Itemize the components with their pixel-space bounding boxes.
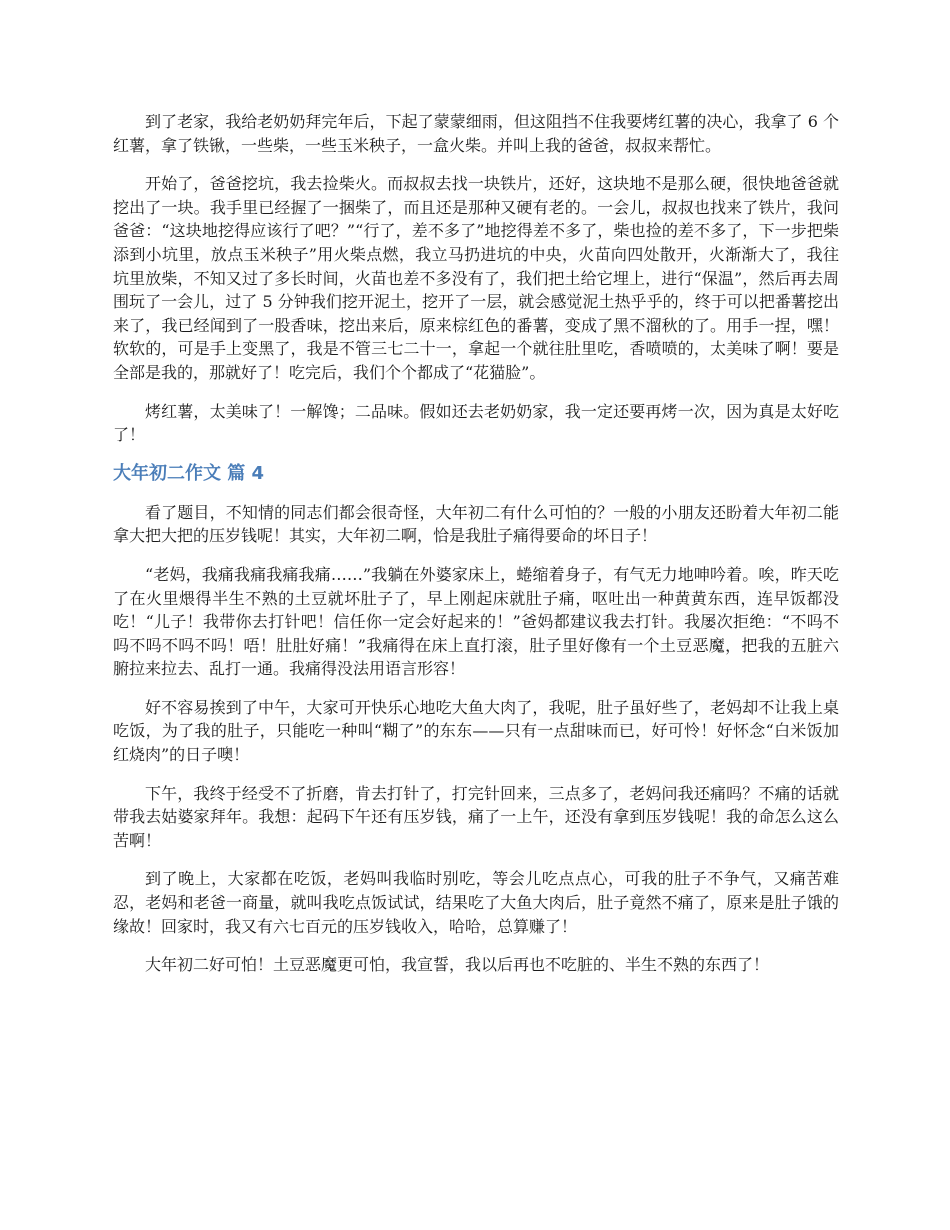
paragraph-essay4-afternoon: 下午，我终于经受不了折磨，肯去打针了，打完针回来，三点多了，老妈问我还痛吗？不痛的话就带我去姑婆家拜年。我想：起码下午还有压岁钱，痛了一上午，还没有拿到压岁钱呢！我的命怎么这么苦啊！ xyxy=(113,783,839,850)
document-body xyxy=(113,110,839,992)
paragraph-essay4-stomachache: “老妈，我痛我痛我痛我痛……”我躺在外婆家床上，蜷缩着身子，有气无力地呻吟着。唉，昨天吃了在火里煨得半生不熟的土豆就坏肚子了，早上刚起床就肚子痛，呕吐出一种黄黄东西，连早饭都没吃！“儿子！我带你去打针吧！信任你一定会好起来的！”爸妈都建议我去打针。我屡次拒绝：“不吗不吗不吗不吗不吗！唔！肚肚好痛！”我痛得在床上直打滚，肚子里好像有一个土豆恶魔，把我的五脏六腑拉来拉去、乱打一通。我痛得没法用语言形容！ xyxy=(113,564,839,679)
paragraph-essay4-evening: 到了晚上，大家都在吃饭，老妈叫我临时别吃，等会儿吃点点心，可我的肚子不争气，又痛苦难忍，老妈和老爸一商量，就叫我吃点饭试试，结果吃了大鱼大肉后，肚子竟然不痛了，原来是肚子饿的缘故！回家时，我又有六七百元的压岁钱收入，哈哈，总算赚了！ xyxy=(113,869,839,936)
paragraph-roast-sweet-potato-intro: 到了老家，我给老奶奶拜完年后，下起了蒙蒙细雨，但这阻挡不住我要烤红薯的决心，我拿了 6 个红薯，拿了铁锹，一些柴，一些玉米秧子，一盒火柴。并叫上我的爸爸，叔叔来帮忙。 xyxy=(113,112,839,155)
paragraph-essay4-noon: 好不容易挨到了中午，大家可开快乐心地吃大鱼大肉了，我呢，肚子虽好些了，老妈却不让我上桌吃饭，为了我的肚子，只能吃一种叫“糊了”的东东——只有一点甜味而已，好可怜！好怀念“白米饭加红烧肉”的日子噢！ xyxy=(113,697,839,765)
paragraph-roast-sweet-potato-conclusion: 烤红薯，太美味了！一解馋；二品味。假如还去老奶奶家，我一定还要再烤一次，因为真是太好吃了！ xyxy=(113,401,839,445)
paragraph-roast-sweet-potato-process: 开始了，爸爸挖坑，我去捡柴火。而叔叔去找一块铁片，还好，这块地不是那么硬，很快地爸爸就挖出了一块。我手里已经握了一捆柴了，而且还是那种又硬有老的。一会儿，叔叔也找来了铁片，我问爸爸：“这块地挖得应该行了吧？”“行了，差不多了”地挖得差不多了，柴也捡的差不多了，下一步把柴添到小坑里，放点玉米秧子”用火柴点燃，我立马扔进坑的中央，火苗向四处散开，火渐渐大了，我往坑里放柴，不知又过了多长时间，火苗也差不多没有了，我们把土给它埋上，进行“保温”，然后再去周围玩了一会儿，过了 5 分钟我们挖开泥土，挖开了一层，就会感觉泥土热乎乎的，终于可以把番薯挖出来了，我已经闻到了一股香味，挖出来后，原来棕红色的番薯，变成了黑不溜秋的了。用手一捏，嘿！软软的，可是手上变黑了，我是不管三七二十一，拿起一个就往肚里吃，香喷喷的，太美味了啊！要是全部是我的，那就好了！吃完后，我们个个都成了“花猫脸”。 xyxy=(113,174,839,382)
paragraph-essay4-intro: 看了题目，不知情的同志们都会很奇怪，大年初二有什么可怕的？一般的小朋友还盼着大年初二能拿大把大把的压岁钱呢！其实，大年初二啊，恰是我肚子痛得要命的坏日子！ xyxy=(113,502,839,546)
paragraph-essay4-conclusion: 大年初二好可怕！土豆恶魔更可怕，我宣誓，我以后再也不吃脏的、半生不熟的东西了！ xyxy=(145,955,770,975)
section-title: 大年初二作文 篇 4 xyxy=(113,462,265,484)
